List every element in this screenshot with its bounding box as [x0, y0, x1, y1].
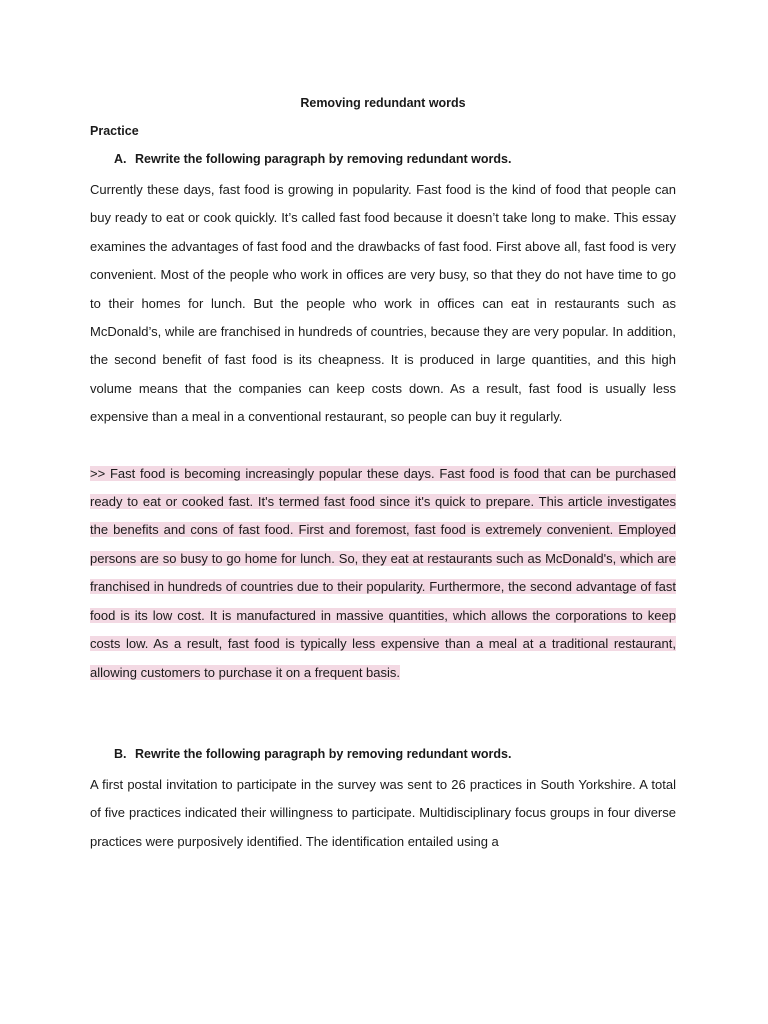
task-a-paragraph: Currently these days, fast food is growing in popularity. Fast food is the kind of food that people can buy ready to eat or cook quickly. It’s called fast food because it doesn’t take long to make. This essay examines the advantages of fast food and the drawbacks of fast food. First above all, fast food is very convenient. Most of the people who work in offices are very busy, so that they do not have time to go to their homes for lunch. But the people who work in offices can eat in restaurants such as McDonald’s, while are franchised in hundreds of countries, because they are very popular. In addition, the second benefit of fast food is its cheapness. It is produced in large quantities, and this high volume means that the companies can keep costs down. As a result, fast food is usually less expensive than a meal in a conventional restaurant, so people can buy it regularly. — [90, 182, 676, 425]
highlighted-answer-text: >> Fast food is becoming increasingly popular these days. Fast food is food that can be purchased ready to eat or cooked fast. It's termed fast food since it's quick to prepare. This article investigates the benefits and cons of fast food. First and foremost, fast food is extremely convenient. Employed persons are so busy to go home for lunch. So, they eat at restaurants such as McDonald's, which are franchised in hundreds of countries due to their popularity. Furthermore, the second advantage of fast food is its low cost. It is manufactured in massive quantities, which allows the corporations to keep costs low. As a result, fast food is typically less expensive than a meal at a traditional restaurant, allowing customers to purchase it on a frequent basis. — [90, 465, 676, 680]
task-a-answer — [90, 460, 676, 687]
section-heading: Practice — [90, 124, 139, 138]
task-b-number: B. — [114, 746, 127, 761]
task-a-instruction — [90, 148, 676, 170]
task-b-instruction-text: Rewrite the following paragraph by removing redundant words. — [135, 746, 512, 761]
task-a-number: A. — [114, 152, 127, 166]
task-a-instruction-text: Rewrite the following paragraph by removing redundant words. — [135, 152, 512, 166]
document-body — [90, 92, 676, 856]
spacer — [90, 687, 676, 743]
task-b-paragraph: A first postal invitation to participate in the survey was sent to 26 practices in South Yorkshire. A total of five practices indicated their willingness to participate. Multidisciplinary focus groups in four diverse practices were purposively identified. The identification entailed using a — [90, 776, 676, 849]
page-title: Removing redundant words — [300, 96, 466, 110]
spacer — [90, 432, 676, 460]
task-b-instruction — [90, 743, 676, 765]
